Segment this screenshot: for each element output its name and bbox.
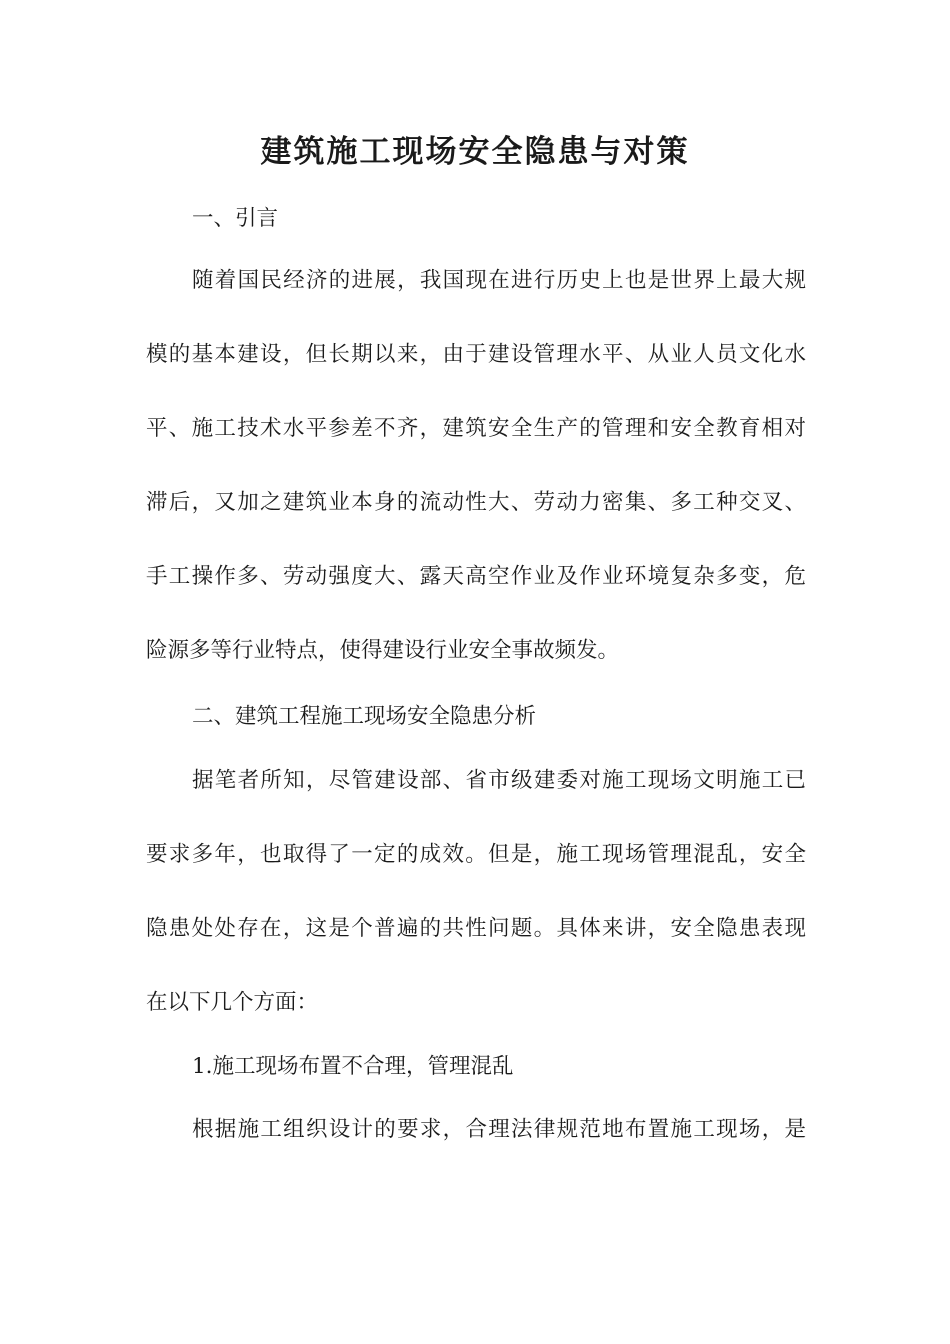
paragraph-line: 手工操作多、劳动强度大、露天高空作业及作业环境复杂多变，危 bbox=[146, 564, 806, 589]
subsection-heading: 1.施工现场布置不合理，管理混乱 bbox=[192, 1054, 514, 1079]
paragraph-line: 根据施工组织设计的要求，合理法律规范地布置施工现场，是 bbox=[192, 1117, 806, 1142]
section-heading-introduction: 一、引言 bbox=[192, 206, 279, 231]
paragraph-line: 模的基本建设，但长期以来，由于建设管理水平、从业人员文化水 bbox=[146, 342, 806, 367]
paragraph-line: 隐患处处存在，这是个普遍的共性问题。具体来讲，安全隐患表现 bbox=[146, 916, 806, 941]
paragraph-line: 滞后，又加之建筑业本身的流动性大、劳动力密集、多工种交叉、 bbox=[146, 490, 806, 515]
paragraph-line: 在以下几个方面： bbox=[146, 990, 319, 1015]
document-title: 建筑施工现场安全隐患与对策 bbox=[260, 134, 690, 170]
paragraph-line: 平、施工技术水平参差不齐，建筑安全生产的管理和安全教育相对 bbox=[146, 416, 806, 441]
paragraph-line: 要求多年，也取得了一定的成效。但是，施工现场管理混乱，安全 bbox=[146, 842, 806, 867]
paragraph-line: 据笔者所知，尽管建设部、省市级建委对施工现场文明施工已 bbox=[192, 768, 806, 793]
paragraph-line: 险源多等行业特点，使得建设行业安全事故频发。 bbox=[146, 638, 620, 663]
section-heading-analysis: 二、建筑工程施工现场安全隐患分析 bbox=[192, 704, 537, 729]
paragraph-line: 随着国民经济的进展，我国现在进行历史上也是世界上最大规 bbox=[192, 268, 806, 293]
